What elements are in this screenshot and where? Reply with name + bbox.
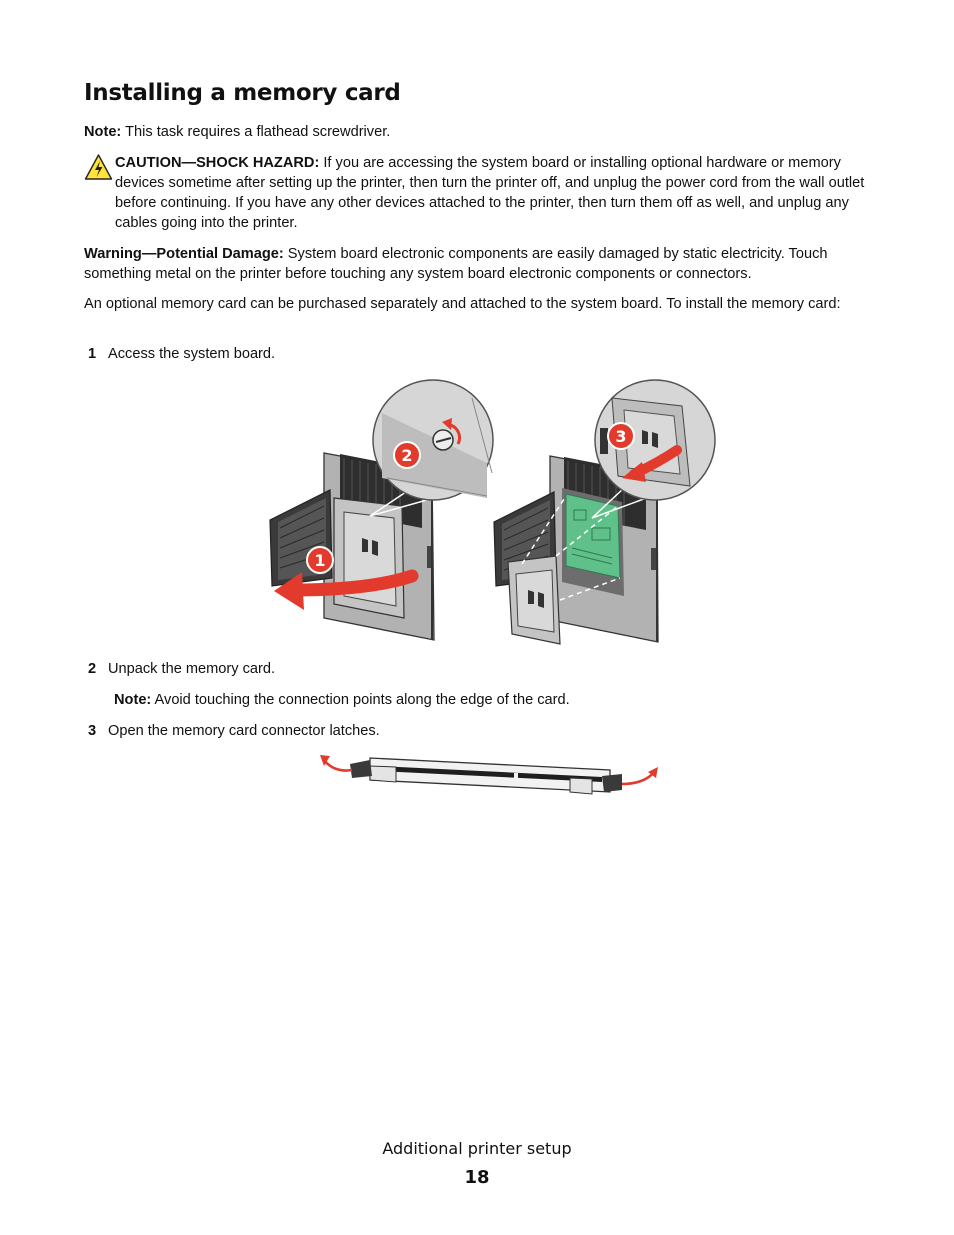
note-label: Note: <box>114 692 152 708</box>
step-1 <box>88 344 275 364</box>
system-board-access-illustration <box>262 378 720 648</box>
step-3 <box>88 721 380 741</box>
note-label: Note: <box>84 124 122 140</box>
step-number: 3 <box>88 723 97 739</box>
step-text: Access the system board. <box>108 346 276 362</box>
page-number: 18 <box>464 1167 490 1188</box>
warning-label: Warning—Potential Damage: <box>84 246 284 262</box>
zoom-panel-detail <box>595 380 715 500</box>
caution-body: If you are accessing the system board or installing optional hardware or memory devices sometime after setting up the printer, then turn the printer off, and unplug the power cord from the wall outlet before continuing. If you have any other devices attached to the printer, then turn them off as well, and unplug any cables going into the printer. <box>115 155 865 231</box>
svg-text:1: 1 <box>314 551 326 570</box>
step-2 <box>88 659 275 679</box>
zoom-screw-detail <box>373 380 493 500</box>
caution-text <box>115 153 875 233</box>
caution-label: CAUTION—SHOCK HAZARD: <box>115 155 320 171</box>
intro-paragraph: An optional memory card can be purchased separately and attached to the system board. To install the memory card: <box>84 296 841 312</box>
note-text: This task requires a flathead screwdriver. <box>121 124 391 140</box>
step-text: Unpack the memory card. <box>108 661 276 677</box>
svg-text:3: 3 <box>615 427 627 446</box>
step-number: 2 <box>88 661 97 677</box>
note-connection-points <box>114 690 874 710</box>
warning-triangle-icon <box>84 153 113 181</box>
step-text: Open the memory card connector latches. <box>108 723 380 739</box>
warning-body: System board electronic components are easily damaged by static electricity. Touch something metal on the printer before touching any system board electronic components or connectors. <box>84 246 828 282</box>
step-number: 1 <box>88 346 97 362</box>
note-screwdriver <box>84 122 874 142</box>
footer-section-title: Additional printer setup <box>382 1139 572 1158</box>
note-text: Avoid touching the connection points along the edge of the card. <box>151 692 570 708</box>
warning-paragraph <box>84 244 874 284</box>
memory-connector-latches-illustration <box>318 752 663 802</box>
svg-text:2: 2 <box>401 446 413 465</box>
page-title: Installing a memory card <box>84 80 401 106</box>
